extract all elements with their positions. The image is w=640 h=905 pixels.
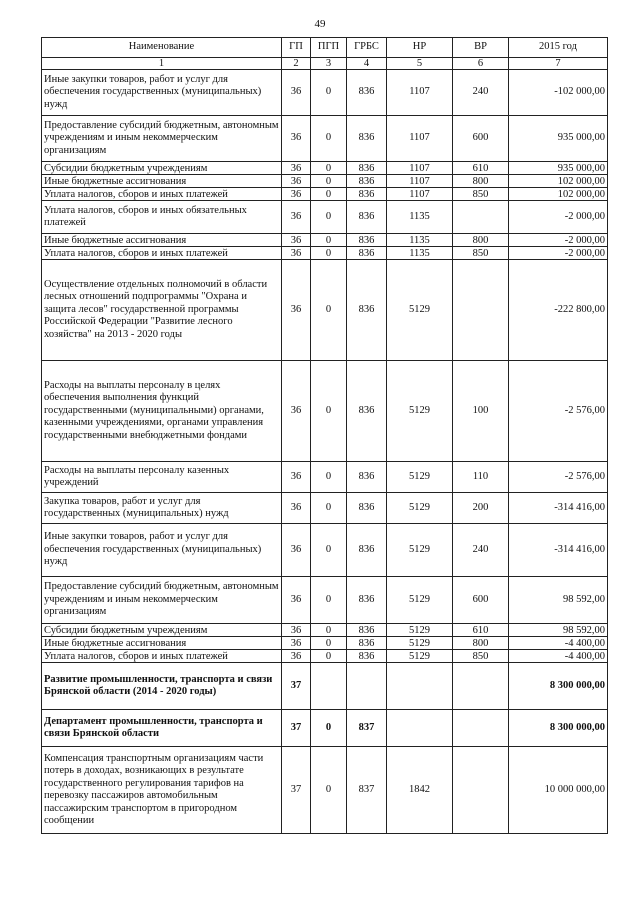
table-row [42,361,608,462]
cell-pgp: 0 [311,524,347,577]
index-2: 2 [282,58,311,70]
cell-amount: 10 000 000,00 [509,747,608,834]
cell-nr: 5129 [387,462,453,493]
cell-pgp: 0 [311,70,347,116]
cell-nr: 5129 [387,493,453,524]
cell-pgp: 0 [311,747,347,834]
index-6: 6 [453,58,509,70]
cell-gp: 36 [282,577,311,624]
cell-vr: 800 [453,175,509,188]
cell-name: Расходы на выплаты персоналу казенных учреждений [42,462,282,493]
cell-gp: 36 [282,493,311,524]
cell-nr: 5129 [387,624,453,637]
header-nr: НР [387,38,453,58]
cell-name: Расходы на выплаты персоналу в целях обеспечения выполнения функций государственными (муниципальными) органами, казенными учреждениями, органами управления государственными внебюджетными фондами [42,361,282,462]
cell-name: Развитие промышленности, транспорта и связи Брянской области (2014 - 2020 годы) [42,663,282,710]
cell-nr: 5129 [387,524,453,577]
cell-vr: 610 [453,624,509,637]
table-row [42,234,608,247]
cell-grbs: 836 [347,162,387,175]
header-row [42,38,608,58]
cell-name: Закупка товаров, работ и услуг для государственных (муниципальных) нужд [42,493,282,524]
cell-vr: 240 [453,524,509,577]
cell-pgp: 0 [311,710,347,747]
cell-name: Уплата налогов, сборов и иных платежей [42,650,282,663]
cell-gp: 36 [282,234,311,247]
cell-grbs: 836 [347,524,387,577]
cell-pgp: 0 [311,637,347,650]
table-row [42,175,608,188]
cell-gp: 37 [282,710,311,747]
cell-nr: 1842 [387,747,453,834]
cell-nr: 5129 [387,260,453,361]
cell-pgp: 0 [311,175,347,188]
index-5: 5 [387,58,453,70]
table-row [42,116,608,162]
cell-gp: 36 [282,247,311,260]
cell-amount: 935 000,00 [509,162,608,175]
cell-grbs: 836 [347,493,387,524]
cell-gp: 36 [282,162,311,175]
cell-nr: 1135 [387,247,453,260]
cell-pgp: 0 [311,116,347,162]
cell-amount: -4 400,00 [509,650,608,663]
cell-name: Иные бюджетные ассигнования [42,234,282,247]
cell-pgp: 0 [311,624,347,637]
cell-amount: -2 000,00 [509,247,608,260]
cell-nr: 1135 [387,234,453,247]
index-1: 1 [42,58,282,70]
table-row [42,247,608,260]
cell-name: Компенсация транспортным организациям части потерь в доходах, возникающих в результате государственного регулирования тарифов на перевозку пассажиров автомобильным пассажирским транспортом в пригородном сообщении [42,747,282,834]
cell-pgp: 0 [311,650,347,663]
cell-name: Департамент промышленности, транспорта и связи Брянской области [42,710,282,747]
cell-gp: 36 [282,260,311,361]
cell-grbs: 836 [347,247,387,260]
cell-vr: 110 [453,462,509,493]
cell-name: Иные закупки товаров, работ и услуг для обеспечения государственных (муниципальных) нужд [42,524,282,577]
cell-grbs: 836 [347,260,387,361]
cell-grbs: 836 [347,577,387,624]
cell-grbs: 836 [347,234,387,247]
cell-vr [453,710,509,747]
cell-grbs: 836 [347,462,387,493]
cell-name: Субсидии бюджетным учреждениям [42,162,282,175]
index-4: 4 [347,58,387,70]
page-number: 49 [314,18,326,30]
cell-vr: 610 [453,162,509,175]
cell-gp: 36 [282,70,311,116]
table-row [42,710,608,747]
index-7: 7 [509,58,608,70]
cell-name: Субсидии бюджетным учреждениям [42,624,282,637]
cell-vr [453,747,509,834]
cell-vr: 240 [453,70,509,116]
cell-amount: -222 800,00 [509,260,608,361]
header-vr: ВР [453,38,509,58]
cell-pgp [311,663,347,710]
cell-pgp: 0 [311,361,347,462]
cell-pgp: 0 [311,247,347,260]
cell-gp: 37 [282,663,311,710]
cell-grbs: 836 [347,70,387,116]
cell-nr: 5129 [387,577,453,624]
cell-name: Иные закупки товаров, работ и услуг для обеспечения государственных (муниципальных) нужд [42,70,282,116]
cell-nr: 1107 [387,162,453,175]
table-row [42,70,608,116]
cell-nr: 1107 [387,116,453,162]
cell-gp: 36 [282,201,311,234]
cell-grbs: 836 [347,650,387,663]
cell-amount: 98 592,00 [509,577,608,624]
cell-amount: 102 000,00 [509,188,608,201]
budget-table [41,37,608,834]
cell-pgp: 0 [311,577,347,624]
cell-grbs [347,663,387,710]
cell-grbs: 836 [347,361,387,462]
cell-vr: 600 [453,116,509,162]
cell-vr: 800 [453,234,509,247]
cell-amount: 935 000,00 [509,116,608,162]
cell-nr: 5129 [387,361,453,462]
table-row [42,462,608,493]
cell-name: Уплата налогов, сборов и иных платежей [42,247,282,260]
cell-amount: -2 000,00 [509,234,608,247]
cell-vr: 600 [453,577,509,624]
cell-nr: 1107 [387,70,453,116]
cell-grbs: 836 [347,175,387,188]
table-row [42,524,608,577]
table-row [42,747,608,834]
cell-nr: 1135 [387,201,453,234]
cell-grbs: 836 [347,637,387,650]
cell-grbs: 836 [347,201,387,234]
cell-amount: 8 300 000,00 [509,710,608,747]
table-row [42,493,608,524]
cell-amount: -2 576,00 [509,462,608,493]
header-pgp: ПГП [311,38,347,58]
cell-name: Уплата налогов, сборов и иных обязательных платежей [42,201,282,234]
cell-pgp: 0 [311,162,347,175]
cell-name: Предоставление субсидий бюджетным, автономным учреждениям и иным некоммерческим организациям [42,116,282,162]
header-gp: ГП [282,38,311,58]
cell-vr: 850 [453,650,509,663]
cell-vr: 800 [453,637,509,650]
cell-gp: 36 [282,116,311,162]
cell-grbs: 836 [347,624,387,637]
cell-nr [387,663,453,710]
cell-vr [453,663,509,710]
cell-amount: -102 000,00 [509,70,608,116]
cell-amount: -314 416,00 [509,493,608,524]
column-index-row [42,58,608,70]
table-row [42,650,608,663]
cell-nr: 1107 [387,175,453,188]
cell-name: Осуществление отдельных полномочий в области лесных отношений подпрограммы "Охрана и защита лесов" государственной программы Российской Федерации "Развитие лесного хозяйства" на 2013 - 2020 годы [42,260,282,361]
cell-gp: 36 [282,361,311,462]
cell-nr: 5129 [387,637,453,650]
table-row [42,637,608,650]
table-row [42,188,608,201]
cell-gp: 36 [282,650,311,663]
cell-name: Иные бюджетные ассигнования [42,175,282,188]
cell-gp: 36 [282,175,311,188]
cell-nr [387,710,453,747]
table-row [42,624,608,637]
cell-gp: 36 [282,624,311,637]
cell-name: Уплата налогов, сборов и иных платежей [42,188,282,201]
cell-gp: 36 [282,462,311,493]
cell-pgp: 0 [311,234,347,247]
cell-pgp: 0 [311,462,347,493]
index-3: 3 [311,58,347,70]
cell-grbs: 837 [347,747,387,834]
cell-amount: -4 400,00 [509,637,608,650]
cell-vr: 200 [453,493,509,524]
cell-amount: -314 416,00 [509,524,608,577]
cell-name: Иные бюджетные ассигнования [42,637,282,650]
table-row [42,162,608,175]
cell-pgp: 0 [311,188,347,201]
cell-gp: 36 [282,524,311,577]
cell-pgp: 0 [311,260,347,361]
cell-gp: 36 [282,188,311,201]
header-name: Наименование [42,38,282,58]
cell-pgp: 0 [311,493,347,524]
table-row [42,663,608,710]
cell-gp: 37 [282,747,311,834]
cell-grbs: 836 [347,116,387,162]
cell-amount: 98 592,00 [509,624,608,637]
table-row [42,260,608,361]
cell-pgp: 0 [311,201,347,234]
table-row [42,201,608,234]
cell-vr: 100 [453,361,509,462]
cell-amount: -2 000,00 [509,201,608,234]
cell-grbs: 836 [347,188,387,201]
cell-amount: 8 300 000,00 [509,663,608,710]
cell-gp: 36 [282,637,311,650]
cell-grbs: 837 [347,710,387,747]
cell-vr [453,201,509,234]
table-row [42,577,608,624]
cell-vr: 850 [453,188,509,201]
cell-nr: 5129 [387,650,453,663]
cell-amount: -2 576,00 [509,361,608,462]
cell-nr: 1107 [387,188,453,201]
cell-vr [453,260,509,361]
header-grbs: ГРБС [347,38,387,58]
cell-name: Предоставление субсидий бюджетным, автономным учреждениям и иным некоммерческим организациям [42,577,282,624]
cell-vr: 850 [453,247,509,260]
header-year: 2015 год [509,38,608,58]
cell-amount: 102 000,00 [509,175,608,188]
